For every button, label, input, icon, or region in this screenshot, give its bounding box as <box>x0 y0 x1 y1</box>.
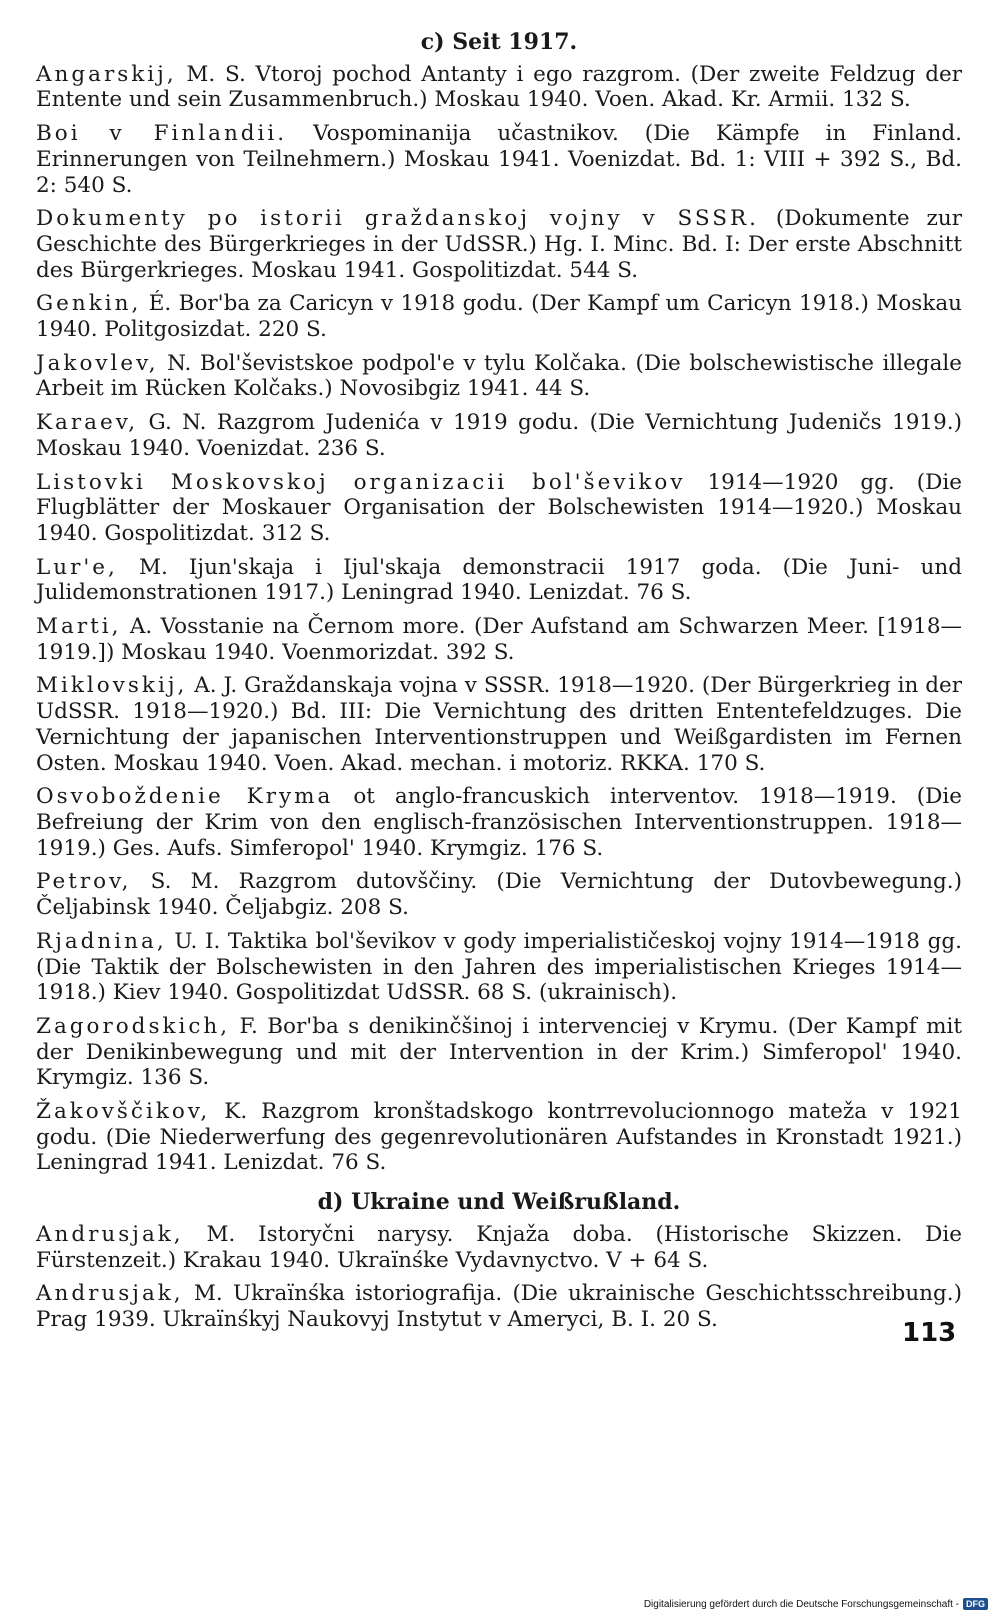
entry-text: U. I. Taktika bol'ševikov v gody imperialističeskoj vojny 1914—1918 gg. (Die Taktik der Bolschewisten in den Jahren des imperialistischen Krieges 1914—1918.) Kiev 1940. Gospolitizdat UdSSR. 68 S. (ukrainisch). <box>36 928 962 1006</box>
bibliography-entry <box>36 62 962 113</box>
entry-text: M. S. Vtoroj pochod Antanty i ego razgrom. (Der zweite Feldzug der Entente und sein Zusammenbruch.) Moskau 1940. Voen. Akad. Kr. Armii. 132 S. <box>36 61 962 113</box>
entry-author: Listovki Moskovskoj organizacii bol'ševikov <box>36 469 686 495</box>
entry-author: Žakovščikov, <box>36 1099 211 1125</box>
bibliography-entry <box>36 869 962 920</box>
bibliography-entry <box>36 351 962 402</box>
entry-author: Genkin, <box>36 291 142 317</box>
bibliography-entry <box>36 470 962 547</box>
entry-text: M. Ijun'skaja i Ijul'skaja demonstracii 1917 goda. (Die Juni- und Julidemonstrationen 1917.) Leningrad 1940. Lenizdat. 76 S. <box>36 554 962 606</box>
entry-author: Boi v Finlandii. <box>36 121 288 147</box>
entry-text: S. M. Razgrom dutovščiny. (Die Vernichtung der Dutovbewegung.) Čeljabinsk 1940. Čeljabgiz. 208 S. <box>36 869 962 921</box>
entry-author: Osvoboždenie Kryma <box>36 784 334 810</box>
entry-author: Andrusjak, <box>36 1221 184 1247</box>
entry-author: Andrusjak, <box>36 1281 184 1307</box>
section-d <box>36 1190 962 1333</box>
bibliography-entry <box>36 1014 962 1091</box>
entry-author: Jakovlev, <box>36 350 159 376</box>
section-c <box>36 30 962 1176</box>
entry-text: F. Bor'ba s denikinčšinoj i intervenciej v Krymu. (Der Kampf mit der Denikinbewegung und mit der Intervention in der Krim.) Simferopol' 1940. Krymgiz. 136 S. <box>36 1013 962 1091</box>
document-page <box>36 30 962 1341</box>
bibliography-entry <box>36 784 962 861</box>
digitization-footer <box>644 1598 988 1610</box>
entry-author: Karaev, <box>36 410 139 436</box>
bibliography-entry <box>36 206 962 283</box>
entry-text: G. N. Razgrom Judenića v 1919 godu. (Die Vernichtung Judeničs 1919.) Moskau 1940. Voenizdat. 236 S. <box>36 410 962 461</box>
bibliography-entry <box>36 291 962 342</box>
entry-text: N. Bol'ševistskoe podpol'e v tylu Kolčaka. (Die bolschewistische illegale Arbeit im Rücken Kolčaks.) Novosibgiz 1941. 44 S. <box>36 350 962 402</box>
section-heading: d) Ukraine und Weißrußland. <box>317 1189 681 1216</box>
entry-text: 1914—1920 gg. (Die Flugblätter der Moskauer Organisation der Bolschewisten 1914—1920.) Moskau 1940. Gospolitizdat. 312 S. <box>36 469 962 546</box>
entry-text: ot anglo-francuskich interventov. 1918—1919. (Die Befreiung der Krim von den englisch-französischen Interventionstruppen. 1918—1919.) Ges. Aufs. Simferopol' 1940. Krymgiz. 176 S. <box>36 784 962 861</box>
dfg-logo-icon: DFG <box>963 1598 988 1610</box>
bibliography-entry <box>36 1222 962 1273</box>
bibliography-entry <box>36 1281 962 1332</box>
page-number: 113 <box>902 1318 957 1348</box>
bibliography-entry <box>36 614 962 665</box>
entry-author: Dokumenty po istorii graždanskoj vojny v SSSR. <box>36 206 759 232</box>
entry-text: É. Bor'ba za Caricyn v 1918 godu. (Der Kampf um Caricyn 1918.) Moskau 1940. Politgosizdat. 220 S. <box>36 291 962 343</box>
footer-text: Digitalisierung gefördert durch die Deutsche Forschungsgemeinschaft - <box>643 1598 959 1610</box>
entry-author: Petrov, <box>36 869 132 895</box>
entry-author: Rjadnina, <box>36 928 167 954</box>
bibliography-entry <box>36 555 962 606</box>
bibliography-entry <box>36 673 962 776</box>
bibliography-entry <box>36 1099 962 1176</box>
entry-author: Zagorodskich, <box>36 1013 231 1039</box>
bibliography-entry <box>36 410 962 461</box>
entry-author: Miklovskij, <box>36 673 188 699</box>
bibliography-entry <box>36 121 962 198</box>
entry-text: K. Razgrom kronštadskogo kontrrevolucionnogo mateža v 1921 godu. (Die Niederwerfung des gegenrevolutionären Aufstandes in Kronstadt 1921.) Leningrad 1941. Lenizdat. 76 S. <box>36 1099 962 1176</box>
entry-text: A. Vosstanie na Černom more. (Der Aufstand am Schwarzen Meer. [1918—1919.]) Moskau 1940. Voenmorizdat. 392 S. <box>36 614 962 665</box>
entry-author: Marti, <box>36 614 122 640</box>
entry-author: Lur'e, <box>36 554 118 580</box>
entry-author: Angarskij, <box>36 61 177 87</box>
bibliography-entry <box>36 929 962 1006</box>
entry-text: M. Istoryčni narysy. Knjaža doba. (Historische Skizzen. Die Fürstenzeit.) Krakau 1940. Ukraïnśke Vydavnyctvo. V + 64 S. <box>36 1221 962 1273</box>
entry-text: M. Ukraïnśka istoriografija. (Die ukrainische Geschichtsschreibung.) Prag 1939. Ukraïnśkyj Naukovyj Instytut v Ameryci, B. I. 20 S. <box>36 1281 962 1332</box>
entry-text: (Dokumente zur Geschichte des Bürgerkrieges in der UdSSR.) Hg. I. Minc. Bd. I: Der erste Abschnitt des Bürgerkrieges. Moskau 1941. Gospolitizdat. 544 S. <box>36 206 962 283</box>
section-heading: c) Seit 1917. <box>420 29 578 55</box>
entry-text: A. J. Graždanskaja vojna v SSSR. 1918—1920. (Der Bürgerkrieg in der UdSSR. 1918—1920.) Bd. III: Die Vernichtung des dritten Ententefeldzuges. Die Vernichtung der japanischen Interventionstruppen und Weißgardisten im Fernen Osten. Moskau 1940. Voen. Akad. mechan. i motoriz. RKKA. 170 S. <box>36 673 962 776</box>
entry-text: Vospominanija učastnikov. (Die Kämpfe in Finland. Erinnerungen von Teilnehmern.) Moskau 1941. Voenizdat. Bd. 1: VIII + 392 S., Bd. 2: 540 S. <box>36 121 963 198</box>
